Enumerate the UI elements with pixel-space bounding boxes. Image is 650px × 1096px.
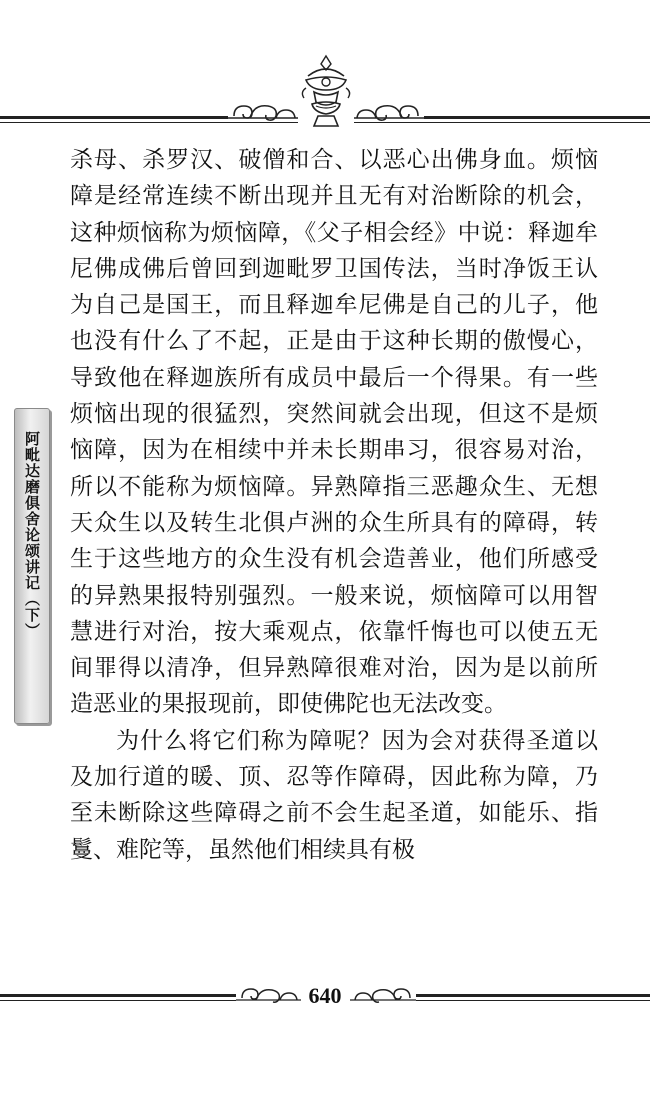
header-cloud-ornament-left-icon (228, 96, 302, 124)
book-title-side-tab (14, 408, 50, 724)
header-cloud-ornament-right-icon (350, 96, 424, 124)
book-title: 阿毗达磨俱舍论颂讲记（下） (23, 431, 41, 639)
paragraph-1: 杀母、杀罗汉、破僧和合、以恶心出佛身血。烦恼障是经常连续不断出现并且无有对治断除的机会，这种烦恼称为烦恼障，《父子相会经》中说：释迦牟尼佛成佛后曾回到迦毗罗卫国传法，当时净饭王认为自己是国王，而且释迦牟尼佛是自己的儿子，他也没有什么了不起，正是由于这种长期的傲慢心，导致他在释迦族所有成员中最后一个得果。有一些烦恼出现的很猛烈，突然间就会出现，但这不是烦恼障，因为在相续中并未长期串习，很容易对治，所以不能称为烦恼障。异熟障指三恶趣众生、无想天众生以及转生北俱卢洲的众生所具有的障碍，转生于这些地方的众生没有机会造善业，他们所感受的异熟果报特别强烈。一般来说，烦恼障可以用智慧进行对治，按大乘观点，依靠忏悔也可以使五无间罪得以清净，但异熟障很难对治，因为是以前所造恶业的果报现前，即使佛陀也无法改变。 (70, 147, 598, 718)
page-body-text (70, 142, 598, 868)
page-number-container (0, 983, 650, 1009)
page-number: 640 (301, 983, 350, 1008)
dharma-wheel-vase-icon (298, 54, 354, 130)
paragraph-2: 为什么将它们称为障呢？因为会对获得圣道以及加行道的暖、顶、忍等作障碍，因此称为障，乃至未断除这些障碍之前不会生起圣道，如能乐、指鬘、难陀等，虽然他们相续具有极 (70, 727, 598, 863)
